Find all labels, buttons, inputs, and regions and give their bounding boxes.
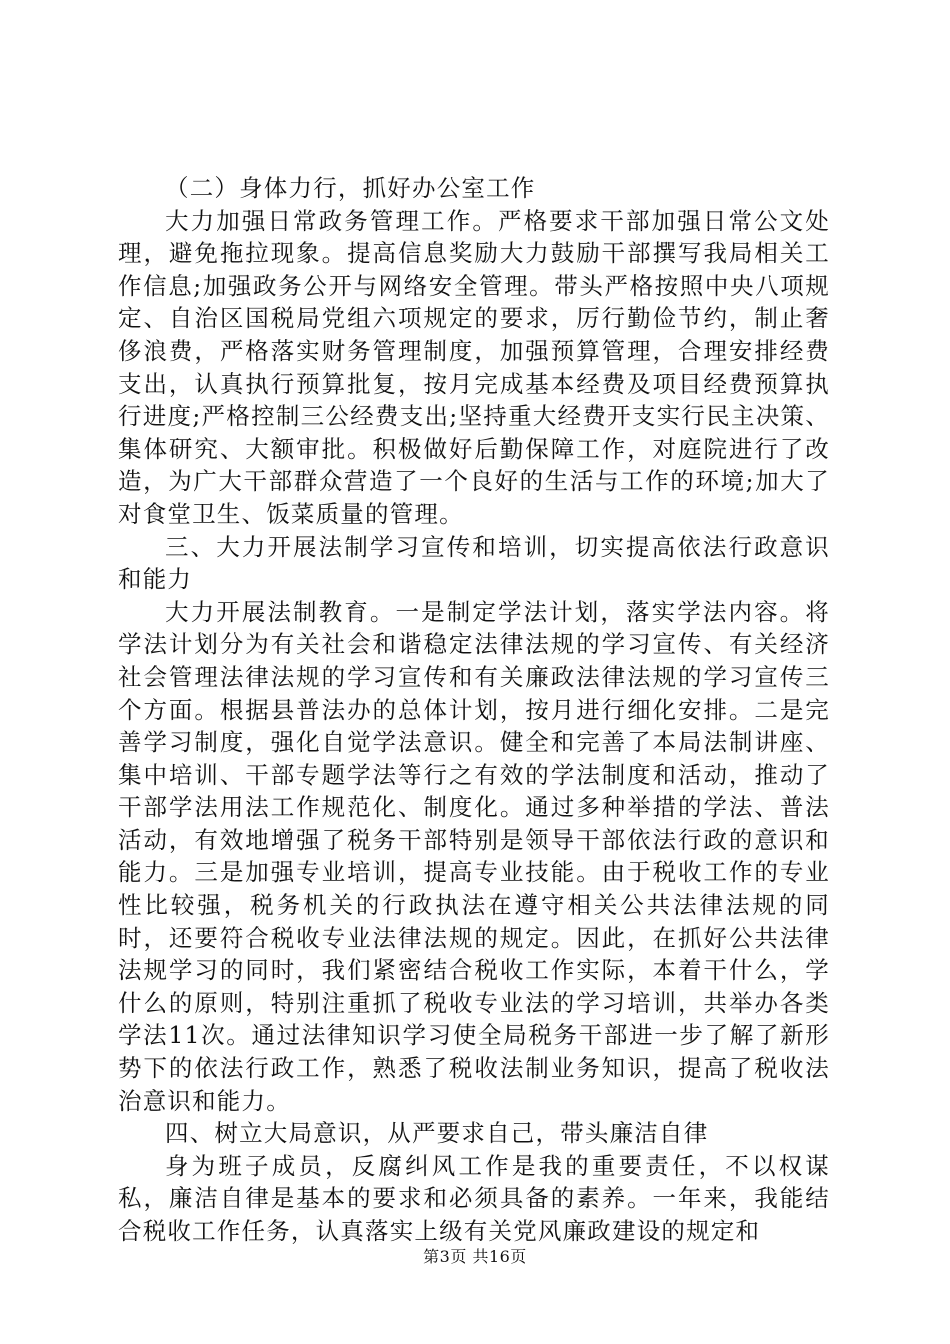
paragraph-anti-corruption: 身为班子成员，反腐纠风工作是我的重要责任，不以权谋私，廉洁自律是基本的要求和必须具备的素养。一年来，我能结合税收工作任务，认真落实上级有关党风廉政建设的规定和 <box>118 1151 830 1245</box>
section-heading-office-work: （二）身体力行，抓好办公室工作 <box>165 174 536 202</box>
paragraph-office-management: 大力加强日常政务管理工作。严格要求干部加强日常公文处理，避免拖拉现象。提高信息奖励大力鼓励干部撰写我局相关工作信息;加强政务公开与网络安全管理。带头严格按照中央八项规定、自治区国税局党组六项规定的要求，厉行勤俭节约，制止奢侈浪费，严格落实财务管理制度，加强预算管理，合理安排经费支出，认真执行预算批复，按月完成基本经费及项目经费预算执行进度;严格控制三公经费支出;坚持重大经费开支实行民主决策、集体研究、大额审批。积极做好后勤保障工作，对庭院进行了改造，为广大干部群众营造了一个良好的生活与工作的环境;加大了对食堂卫生、饭菜质量的管理。 <box>118 206 830 528</box>
document-body <box>118 172 830 1248</box>
section-heading-integrity: 四、树立大局意识，从严要求自己，带头廉洁自律 <box>165 1119 709 1148</box>
section-heading-legal-training: 三、大力开展法制学习宣传和培训，切实提高依法行政意识和能力 <box>118 532 830 594</box>
paragraph-legal-education: 大力开展法制教育。一是制定学法计划，落实学法内容。将学法计划分为有关社会和谐稳定法律法规的学习宣传、有关经济社会管理法律法规的学习宣传和有关廉政法律法规的学习宣传三个方面。根据县普法办的总体计划，按月进行细化安排。二是完善学习制度，强化自觉学法意识。健全和完善了本局法制讲座、集中培训、干部专题学法等行之有效的学法制度和活动，推动了干部学法用法工作规范化、制度化。通过多种举措的学法、普法活动，有效地增强了税务干部特别是领导干部依法行政的意识和能力。三是加强专业培训，提高专业技能。由于税收工作的专业性比较强，税务机关的行政执法在遵守相关公共法律法规的同时，还要符合税收专业法律法规的规定。因此，在抓好公共法律法规学习的同时，我们紧密结合税收工作实际，本着干什么，学什么的原则，特别注重抓了税收专业法的学习培训，共举办各类学法11次。通过法律知识学习使全局税务干部进一步了解了新形势下的依法行政工作，熟悉了税收法制业务知识，提高了税收法治意识和能力。 <box>118 597 830 1115</box>
page-number-footer: 第3页 共16页 <box>423 1247 527 1266</box>
